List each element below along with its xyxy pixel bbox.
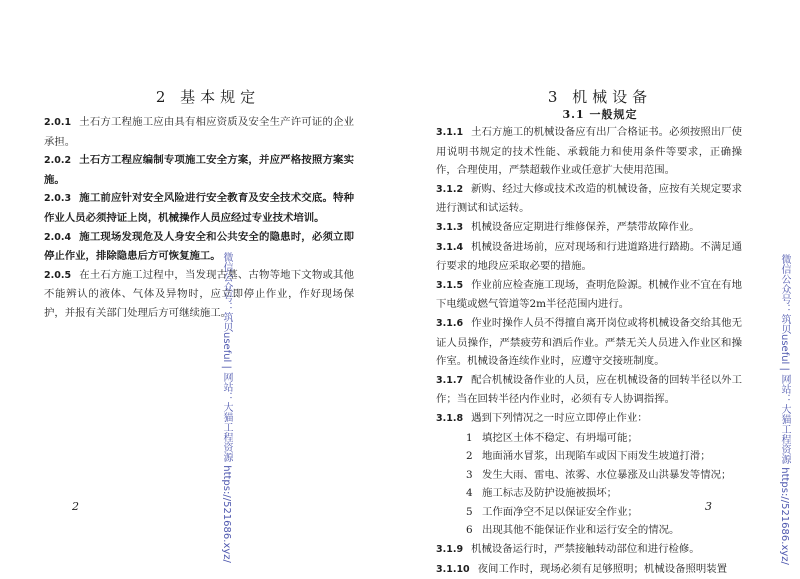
clause-number: 3.1.8	[436, 412, 464, 424]
clause-text: 机械设备运行时，严禁接触转动部位和进行检修。	[471, 543, 700, 556]
clause-list	[436, 123, 742, 579]
list-item	[436, 503, 742, 522]
clause-number: 3.1.4	[436, 241, 464, 253]
clause-text: 在土石方施工过程中，当发现古墓、古物等地下文物或其他不能辨认的液体、气体及异物时，应立即停止作业，作好现场保护，并报有关部门处理后方可继续施工。	[44, 268, 354, 319]
clause-2-0-2	[44, 151, 354, 189]
list-item-text: 发生大雨、雷电、浓雾、水位暴涨及山洪暴发等情况；	[482, 468, 732, 481]
left-page	[0, 0, 400, 565]
chapter-title: 2 基本规定	[155, 88, 261, 107]
clause-list	[44, 113, 354, 323]
clause-text: 遇到下列情况之一时应立即停止作业：	[471, 411, 648, 424]
clause-number: 2.0.1	[44, 117, 72, 128]
list-item-number: 3	[466, 468, 473, 481]
clause-3-1-7	[436, 371, 742, 409]
list-item-text: 施工标志及防护设施被损坏；	[482, 487, 618, 500]
clause-3-1-8	[436, 409, 742, 429]
list-item-number: 4	[466, 487, 473, 500]
clause-3-1-9	[436, 540, 742, 560]
watermark-text: 微信公众号：筑贝useful | 网站：大猫工程资源 https://521686.xyz/	[779, 254, 790, 565]
clause-3-1-3	[436, 218, 742, 238]
list-item-number: 1	[466, 431, 473, 444]
clause-number: 3.1.5	[436, 279, 464, 291]
clause-text: 新购、经过大修或技术改造的机械设备，应按有关规定要求进行测试和试运转。	[436, 182, 742, 215]
list-item	[436, 447, 742, 466]
clause-2-0-1	[44, 113, 354, 151]
clause-number: 2.0.5	[44, 269, 72, 281]
clause-number: 2.0.2	[44, 155, 72, 167]
list-item-text: 填挖区土体不稳定、有坍塌可能；	[482, 431, 638, 444]
list-item	[436, 484, 742, 503]
clause-3-1-1	[436, 123, 742, 180]
list-item	[436, 521, 742, 540]
list-item	[436, 466, 742, 485]
clause-2-0-5	[44, 266, 354, 323]
list-item-number: 5	[466, 505, 473, 518]
right-page	[400, 0, 800, 575]
clause-3-1-10	[436, 560, 742, 579]
clause-number: 3.1.9	[436, 544, 464, 556]
clause-text: 机械设备进场前，应对现场和行进道路进行踏勘。不满足通行要求的地段应采取必要的措施。	[436, 240, 742, 273]
clause-3-1-4	[436, 238, 742, 276]
clause-text: 配合机械设备作业的人员，应在机械设备的回转半径以外工作；当在回转半径内作业时，必须有专人协调指挥。	[436, 373, 742, 406]
watermark-text: 微信公众号：筑贝useful | 网站：大猫工程资源 https://521686.xyz/	[221, 252, 232, 563]
clause-number: 3.1.1	[436, 127, 464, 138]
clause-text: 作业前应检查施工现场，查明危险源。机械作业不宜在有地下电缆或燃气管道等2m半径范围内进行。	[436, 278, 742, 311]
clause-text: 机械设备应定期进行维修保养，严禁带故障作业。	[471, 220, 700, 233]
clause-text: 作业时操作人员不得擅自离开岗位或将机械设备交给其他无证人员操作，严禁疲劳和酒后作业。严禁无关人员进入作业区和操作室。机械设备连续作业时，应遵守交接班制度。	[436, 316, 742, 368]
list-item-text: 地面涌水冒浆，出现陷车或因下雨发生坡道打滑；	[482, 450, 711, 463]
clause-number: 3.1.3	[436, 221, 464, 233]
list-item-text: 工作面净空不足以保证安全作业；	[482, 505, 638, 518]
clause-3-1-2	[436, 180, 742, 218]
chapter-title: 3 机械设备	[547, 88, 653, 107]
clause-text: 施工现场发现危及人身安全和公共安全的隐患时，必须立即停止作业，排除隐患后方可恢复施工。	[44, 230, 354, 263]
list-item-number: 6	[466, 524, 473, 537]
page-number: 2	[72, 500, 79, 513]
clause-number: 2.0.3	[44, 193, 72, 205]
clause-2-0-3	[44, 189, 354, 227]
clause-text: 土石方工程施工应由具有相应资质及安全生产许可证的企业承担。	[44, 116, 354, 148]
clause-number: 2.0.4	[44, 231, 72, 243]
list-item	[436, 429, 742, 448]
clause-number: 3.1.10	[436, 563, 470, 575]
clause-number: 3.1.2	[436, 183, 464, 195]
list-item-number: 2	[466, 450, 473, 463]
clause-text: 夜间工作时，现场必须有足够照明；机械设备照明装置	[477, 562, 728, 575]
clause-2-0-4	[44, 228, 354, 266]
page-number: 3	[705, 500, 712, 513]
clause-3-1-6	[436, 314, 742, 371]
section-title: 3.1 一般规定	[562, 108, 638, 121]
clause-text: 土石方施工的机械设备应有出厂合格证书。必须按照出厂使用说明书规定的技术性能、承载能力和使用条件等要求，正确操作，合理使用，严禁超载作业或任意扩大使用范围。	[436, 126, 742, 177]
clause-text: 施工前应针对安全风险进行安全教育及安全技术交底。特种作业人员必须持证上岗，机械操作人员应经过专业技术培训。	[44, 192, 354, 224]
clause-3-1-5	[436, 276, 742, 314]
clause-text: 土石方工程应编制专项施工安全方案，并应严格按照方案实施。	[44, 154, 354, 186]
clause-number: 3.1.6	[436, 317, 464, 329]
list-item-text: 出现其他不能保证作业和运行安全的情况。	[482, 524, 680, 537]
clause-number: 3.1.7	[436, 374, 464, 386]
